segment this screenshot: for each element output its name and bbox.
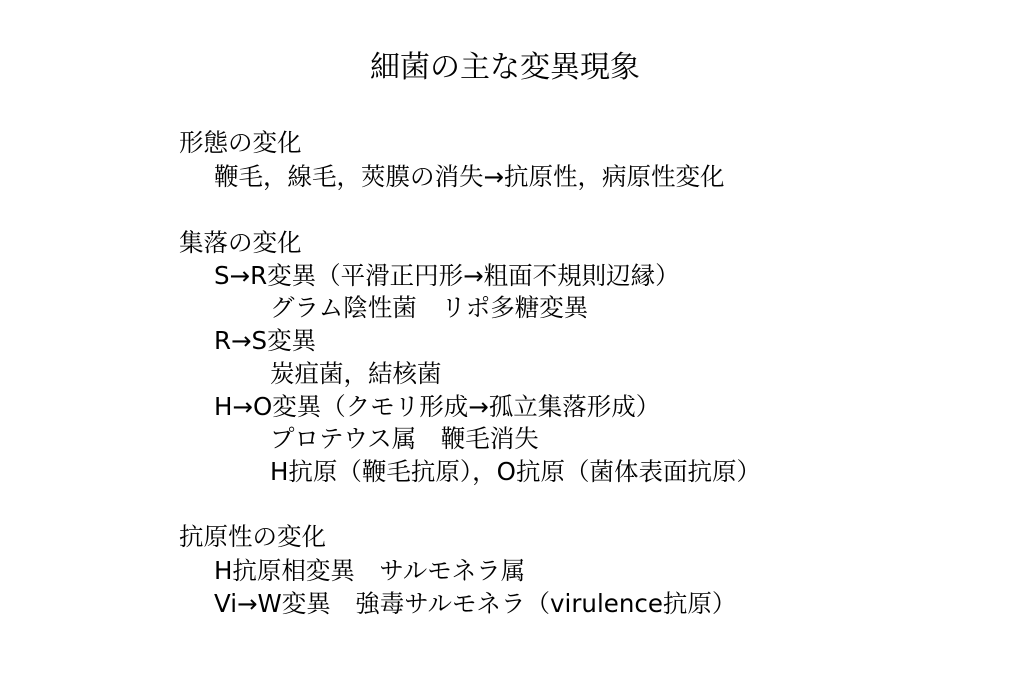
section-line: S→R変異（平滑正円形→粗面不規則辺縁）	[214, 261, 680, 290]
section-heading-colony: 集落の変化	[179, 228, 302, 257]
section-line: 鞭毛，線毛，莢膜の消失→抗原性，病原性変化	[214, 162, 725, 191]
section-subline: プロテウス属 鞭毛消失	[270, 424, 539, 453]
section-subline: グラム陰性菌 リポ多糖変異	[270, 293, 589, 322]
slide-title: 細菌の主な変異現象	[370, 50, 640, 85]
section-heading-antigenicity: 抗原性の変化	[179, 522, 326, 551]
section-subline: H抗原（鞭毛抗原），O抗原（菌体表面抗原）	[270, 457, 761, 486]
section-line: R→S変異	[214, 326, 317, 355]
section-heading-morphology: 形態の変化	[179, 128, 302, 157]
section-line: H抗原相変異 サルモネラ属	[214, 556, 526, 585]
section-line: H→O変異（クモリ形成→孤立集落形成）	[214, 392, 661, 421]
section-subline: 炭疽菌，結核菌	[270, 359, 442, 388]
section-line: Vi→W変異 強毒サルモネラ（virulence抗原）	[214, 589, 737, 618]
